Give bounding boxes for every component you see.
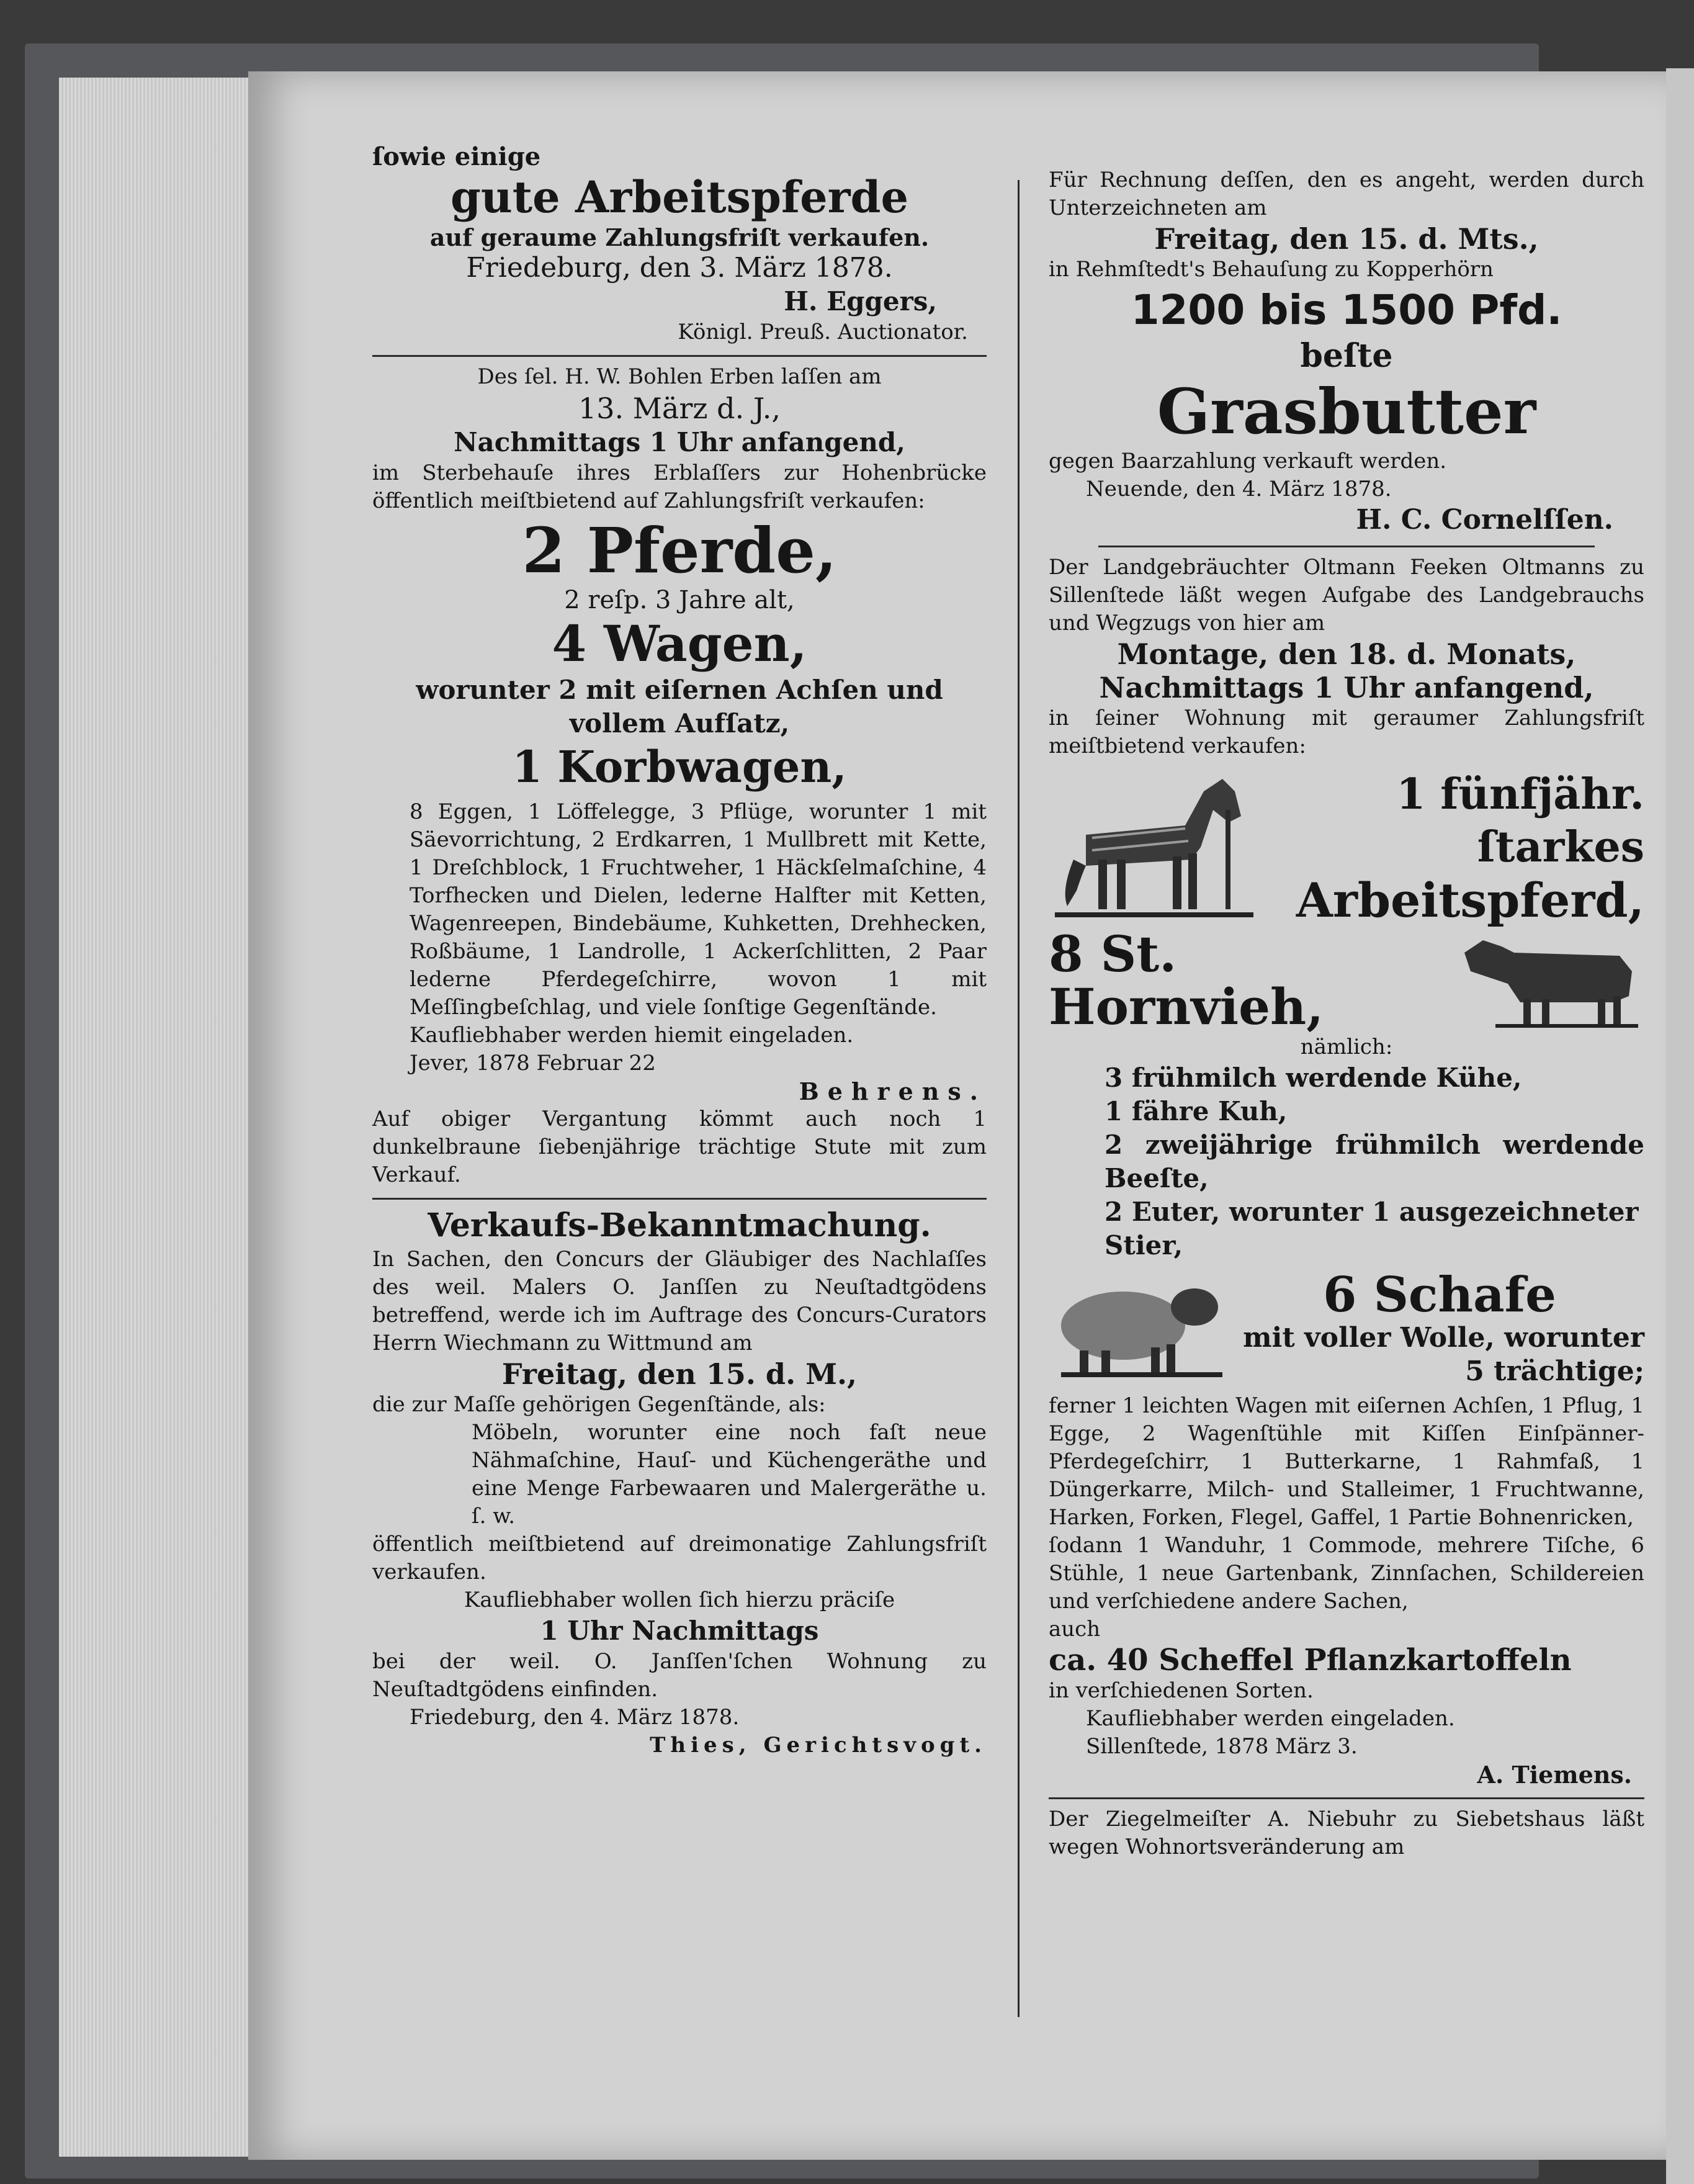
ad-place-date: Sillenſtede, 1878 März 3. xyxy=(1086,1734,1358,1759)
ad-body: In Sachen, den Concurs der Gläubiger des Nachlaſſes des weil. Malers O. Janſſen zu Neuſtadtgödens betreffend, werde ich im Auftrage des Concurs-Curators Herrn Wiechmann zu Wittmund am xyxy=(372,1247,987,1355)
item-list: 8 Eggen, 1 Löffelegge, 3 Pflüge, worunter 1 mit Säevorrichtung, 2 Erdkarren, 1 Mullbrett mit Kette, 1 Dreſchblock, 1 Fruchtweher, 1 Häckſelmaſchine, 4 Torfhecken und Dielen, lederne Halfter mit Ketten, Wagenreepen, Bindebäume, Kuhketten, Drehhecken, Roßbäume, 1 Landrolle, 1 Ackerſchlitten, 2 Paar lederne Pferdegeſchirre, wovon 1 mit Meſſingbeſchlag, und viele ſonſtige Gegenſtände. xyxy=(410,799,987,1020)
ad-invite: Kaufliebhaber werden hiemit eingeladen. xyxy=(410,1023,854,1048)
ad-title: Verkaufs-Bekanntmachung. xyxy=(428,1207,931,1244)
ad-verkaufs-bekanntmachung xyxy=(372,1206,987,1759)
ad-place-date: Jever, 1878 Februar 22 xyxy=(410,1051,656,1076)
ad-arbeitspferde xyxy=(372,143,987,346)
column-divider xyxy=(1018,180,1020,2017)
ad-body: öffentlich meiſtbietend auf dreimonatige Zahlungsfriſt verkaufen. xyxy=(372,1532,987,1584)
ad-signer: Thies, Gerichtsvogt. xyxy=(650,1733,987,1758)
ad-beste: beſte xyxy=(1300,337,1393,375)
ad-time: Nachmittags 1 Uhr anfangend, xyxy=(454,427,905,457)
ad-invite: Kaufliebhaber werden eingeladen. xyxy=(1086,1706,1455,1731)
sheep-label: 6 Schafe xyxy=(1323,1267,1556,1323)
ad-auch: auch xyxy=(1049,1617,1101,1642)
item-wagen-detail: worunter 2 mit eiſernen Achſen und vollem Aufſatz, xyxy=(416,675,943,739)
horse-label: 1 fünfjähr. ſtarkes xyxy=(1396,769,1644,872)
ad-separator xyxy=(372,355,987,357)
left-column xyxy=(372,143,987,1759)
sheep-row xyxy=(1049,1269,1644,1388)
item-wagen: 4 Wagen, xyxy=(552,614,807,673)
ad-terms: gegen Baarzahlung verkauft werden. xyxy=(1049,449,1447,474)
ad-oltmanns-auction xyxy=(1049,554,1644,1789)
ad-list: ferner 1 leichten Wagen mit eiſernen Achſen, 1 Pflug, 1 Egge, 2 Wagenſtühle mit Kiſſen Einſpänner-Pferdegeſchirr, 1 Butterkarne, 1 Rahmfaß, 1 Düngerkarre, Milch- und Stalleimer, 1 Fruchtwanne, Harken, Forken, Flegel, Gaffel, 1 Partie Bohnenricken, xyxy=(1049,1393,1644,1530)
horse-label: Arbeitspferd, xyxy=(1296,872,1644,928)
next-page-edge xyxy=(1666,68,1694,2184)
item-pferde: 2 Pferde, xyxy=(522,514,837,587)
ad-postscript: Auf obiger Vergantung kömmt auch noch 1 dunkelbraune ſiebenjährige trächtige Stute mit zum Verkauf. xyxy=(372,1107,987,1187)
ad-list: ſodann 1 Wanduhr, 1 Commode, mehrere Tiſche, 6 Stühle, 1 neue Gartenbank, Zinnſachen, Schildereien und verſchiedene andere Sachen, xyxy=(1049,1533,1644,1614)
page-edges xyxy=(59,78,264,2157)
ad-location: in ſeiner Wohnung mit geraumer Zahlungsfriſt meiſtbietend verkaufen: xyxy=(1049,706,1644,758)
cattle-item: 2 zweijährige frühmilch werdende Beeſte, xyxy=(1105,1130,1644,1193)
cattle-row xyxy=(1049,925,1644,1036)
ad-separator xyxy=(1049,1797,1644,1799)
cow-icon xyxy=(1458,928,1644,1033)
ad-date: Montage, den 18. d. Monats, xyxy=(1117,637,1576,671)
ad-headline: gute Arbeitspferde xyxy=(450,171,909,223)
ad-time: Nachmittags 1 Uhr anfangend, xyxy=(1099,671,1594,704)
horse-icon xyxy=(1049,766,1260,928)
sheep-icon xyxy=(1049,1273,1235,1385)
ad-signer-title: Königl. Preuß. Auctionator. xyxy=(678,320,968,344)
ad-location: in Rehmſtedt's Behauſung zu Kopperhörn xyxy=(1049,257,1494,282)
ad-signer: H. C. Cornelſſen. xyxy=(1356,504,1613,536)
cattle-item: 2 Euter, worunter 1 ausgezeichneter Stier, xyxy=(1105,1197,1639,1261)
ad-potato-detail: in verſchiedenen Sorten. xyxy=(1049,1678,1314,1703)
ad-place-date: Friedeburg, den 4. März 1878. xyxy=(410,1705,740,1730)
ad-grasbutter xyxy=(1049,166,1644,537)
ad-headline: Grasbutter xyxy=(1157,375,1536,448)
ad-signer: Behrens. xyxy=(799,1077,987,1105)
ad-niebuhr xyxy=(1049,1805,1644,1861)
sheep-detail: mit voller Wolle, worunter 5 trächtige; xyxy=(1243,1322,1644,1387)
ad-place-date: Friedeburg, den 3. März 1878. xyxy=(466,252,893,284)
ad-separator xyxy=(1098,546,1595,547)
ad-separator xyxy=(372,1198,987,1200)
ad-place-date: Neuende, den 4. März 1878. xyxy=(1086,477,1392,501)
ad-time: 1 Uhr Nachmittags xyxy=(540,1616,819,1646)
ad-intro: Der Ziegelmeiſter A. Niebuhr zu Siebetshaus läßt wegen Wohnortsveränderung am xyxy=(1049,1807,1644,1859)
ad-intro: Der Landgebräuchter Oltmann Feeken Oltmanns zu Sillenſtede läßt wegen Aufgabe des Landgebrauchs und Wegzugs von hier am xyxy=(1049,555,1644,636)
cattle-item: 3 frühmilch werdende Kühe, xyxy=(1105,1063,1522,1093)
ad-signer: A. Tiemens. xyxy=(1477,1761,1632,1789)
cattle-item: 1 fähre Kuh, xyxy=(1105,1096,1288,1126)
ad-items: Möbeln, worunter eine noch faſt neue Nähmaſchine, Hauſ- und Küchengeräthe und eine Menge Farbewaaren und Malergeräthe u. ſ. w. xyxy=(472,1420,987,1529)
ad-location: im Sterbehauſe ihres Erblaſſers zur Hohenbrücke öffentlich meiſtbietend auf Zahlungsfriſt verkaufen: xyxy=(372,461,987,513)
ad-date: Freitag, den 15. d. M., xyxy=(501,1357,858,1391)
ad-body: die zur Maſſe gehörigen Gegenſtände, als: xyxy=(372,1392,826,1417)
right-column xyxy=(1049,166,1644,1861)
ad-intro: ſowie einige xyxy=(372,142,541,171)
ad-namely: nämlich: xyxy=(1300,1035,1393,1059)
ad-date: Freitag, den 15. d. Mts., xyxy=(1154,222,1539,256)
item-pferde-detail: 2 reſp. 3 Jahre alt, xyxy=(564,586,795,614)
ad-bohlen-auction xyxy=(372,363,987,1189)
ad-date: 13. März d. J., xyxy=(578,392,781,425)
item-korbwagen: 1 Korbwagen, xyxy=(512,741,847,793)
horse-row xyxy=(1049,766,1644,928)
ad-intro: Für Rechnung deſſen, den es angeht, werden durch Unterzeichneten am xyxy=(1049,168,1644,220)
cattle-label: 8 St. Hornvieh, xyxy=(1049,925,1324,1036)
ad-amount: 1200 bis 1500 Pfd. xyxy=(1131,286,1562,334)
ad-intro: Des ſel. H. W. Bohlen Erben laſſen am xyxy=(477,364,882,389)
ad-signer: H. Eggers, xyxy=(784,286,937,317)
ad-meet: bei der weil. O. Janſſen'ſchen Wohnung zu Neuſtadtgödens einfinden. xyxy=(372,1649,987,1702)
ad-potatoes: ca. 40 Scheffel Pflanzkartoffeln xyxy=(1049,1643,1572,1678)
ad-terms: auf geraume Zahlungsfriſt verkaufen. xyxy=(429,223,930,251)
ad-invite: Kaufliebhaber wollen ſich hierzu präciſe xyxy=(464,1588,895,1612)
